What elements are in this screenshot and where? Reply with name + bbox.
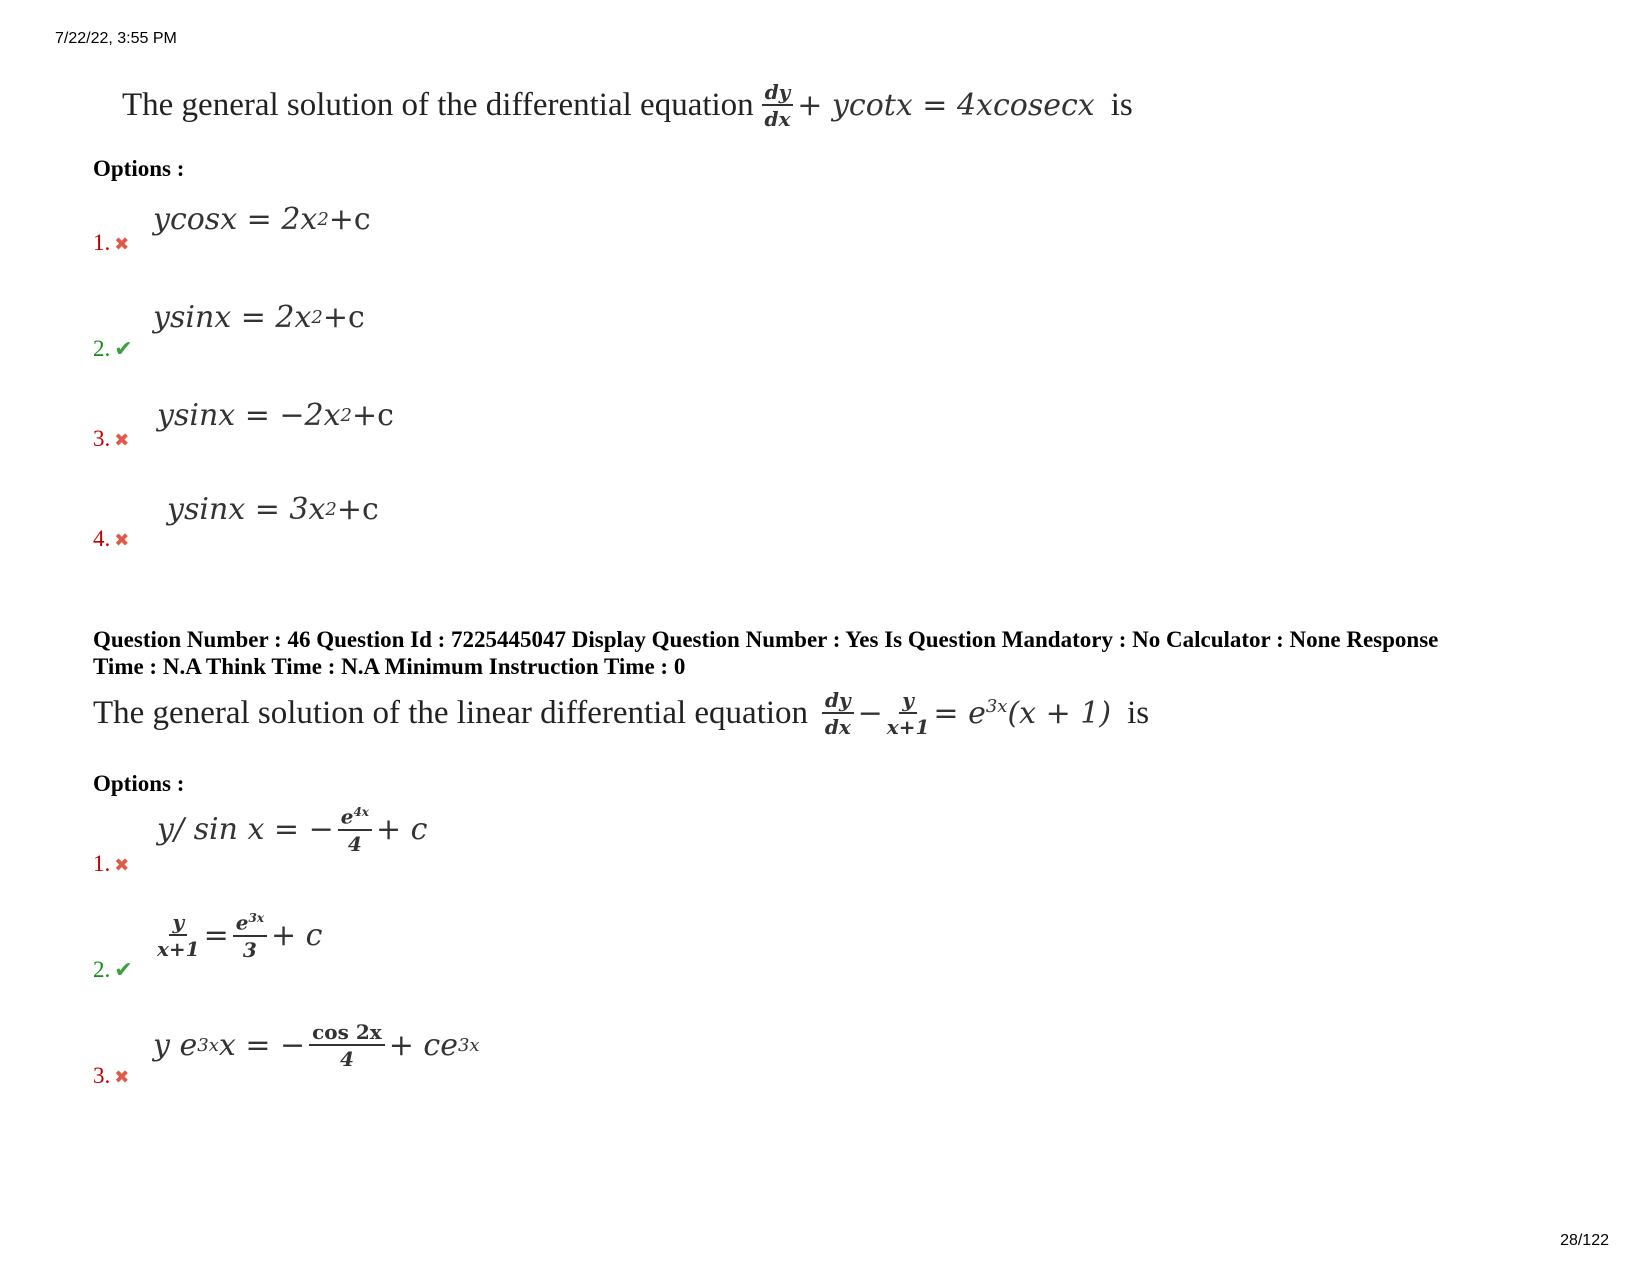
page-number: 28/122	[1560, 1232, 1609, 1249]
check-icon: ✔	[114, 958, 133, 983]
fraction-dy-dx: $\frac{dy}{dx}$	[762, 82, 794, 129]
fraction-y-over-x1	[157, 910, 200, 962]
equals-sign: =	[203, 918, 229, 954]
option-1-marker	[93, 230, 129, 256]
expr-tail: +c	[351, 398, 394, 433]
option-number: 3.	[93, 426, 111, 451]
option-4-marker	[93, 526, 129, 552]
question-text: The general solution of the differential equation	[122, 87, 754, 123]
fraction-e4x-over-4	[338, 806, 372, 854]
option-2-expression	[153, 300, 365, 335]
fraction-cos2x-over-4	[309, 1022, 385, 1069]
question-text: The general solution of the linear differential equation	[93, 695, 809, 731]
expr-lhs: ysinx = −2x	[157, 398, 341, 433]
rhs-tail: (x + 1)	[1007, 696, 1112, 731]
expr-lhs: y/ sin x = −	[157, 812, 334, 848]
option-3-expression	[157, 398, 394, 433]
frac-num-sup: 4x	[353, 805, 369, 819]
question-tail: is	[1110, 87, 1133, 123]
print-timestamp: 7/22/22, 3:55 PM	[55, 30, 177, 47]
question-45-text	[122, 82, 1133, 129]
equation-rhs: + ycotx = 4xcosecx	[797, 88, 1095, 123]
expr-tail: + c	[375, 812, 428, 848]
rhs-sup: 3x	[985, 696, 1008, 717]
rhs-eq: = e	[933, 696, 986, 731]
option-number: 1.	[93, 230, 111, 255]
expr-lhs: y e	[153, 1028, 198, 1063]
expr-lhs: ycosx = 2x	[153, 202, 318, 237]
option-4-expression	[167, 492, 379, 527]
expr-tail: + c	[271, 918, 323, 954]
expr-lhs: ysinx = 3x	[167, 492, 326, 527]
expr-tail-sup: 3x	[457, 1035, 480, 1056]
option-2-marker	[93, 957, 133, 983]
frac-den: x+1	[157, 937, 200, 962]
frac-num: e	[235, 910, 249, 935]
expr-tail: +c	[336, 492, 379, 527]
option-number: 3.	[93, 1063, 111, 1088]
equation-rhs	[933, 696, 1111, 731]
frac-num-sup: 3x	[248, 911, 264, 925]
option-2-marker	[93, 336, 133, 362]
option-number: 2.	[93, 336, 111, 361]
question-46-meta: Question Number : 46 Question Id : 7225445047 Display Question Number : Yes Is Question Mandatory : No Calculator : None Response Time : N.A Think Time : N.A Minimum Instruction Time : 0	[93, 627, 1439, 679]
minus-sign: −	[857, 696, 883, 731]
expr-tail: +c	[322, 300, 365, 335]
expr-tail: + ce	[388, 1028, 458, 1063]
expr-lhs: ysinx = 2x	[153, 300, 312, 335]
cross-icon: ✖	[114, 855, 130, 876]
options-heading: Options :	[93, 771, 185, 796]
cross-icon: ✖	[114, 234, 130, 255]
fraction-y-over-x1: $\frac{y}{x+1}$	[886, 688, 930, 739]
question-tail: is	[1127, 695, 1150, 731]
frac-den: 3	[242, 937, 257, 962]
option-number: 1.	[93, 851, 111, 876]
option-3-expression	[153, 1022, 480, 1069]
expr-tail: +c	[328, 202, 371, 237]
option-1-expression	[153, 202, 371, 237]
cross-icon: ✖	[114, 430, 130, 451]
expr-sup: 2	[325, 499, 337, 520]
frac-num: y	[169, 912, 187, 936]
frac-num: cos 2x	[309, 1022, 385, 1046]
option-2-expression	[153, 912, 322, 960]
expr-sup: 2	[340, 405, 352, 426]
expr-lhs-sup: 3x	[197, 1035, 219, 1056]
option-number: 2.	[93, 957, 111, 982]
check-icon: ✔	[114, 337, 133, 362]
question-46-text	[93, 690, 1149, 737]
cross-icon: ✖	[114, 530, 130, 551]
frac-den: 4	[347, 831, 362, 856]
option-1-marker	[93, 851, 129, 877]
fraction-e3x-over-3	[233, 912, 267, 960]
option-1-expression	[157, 806, 427, 854]
options-heading: Options :	[93, 156, 185, 181]
cross-icon: ✖	[114, 1067, 130, 1088]
frac-num: e	[340, 804, 354, 829]
fraction-dy-dx: $\frac{dy}{dx}$	[822, 690, 854, 737]
option-number: 4.	[93, 526, 111, 551]
expr-sup: 2	[317, 209, 329, 230]
expr-sup: 2	[311, 307, 323, 328]
option-3-marker	[93, 1063, 129, 1089]
frac-den: 4	[339, 1047, 354, 1071]
option-3-marker	[93, 426, 129, 452]
expr-lhs-2: x = −	[218, 1028, 306, 1063]
